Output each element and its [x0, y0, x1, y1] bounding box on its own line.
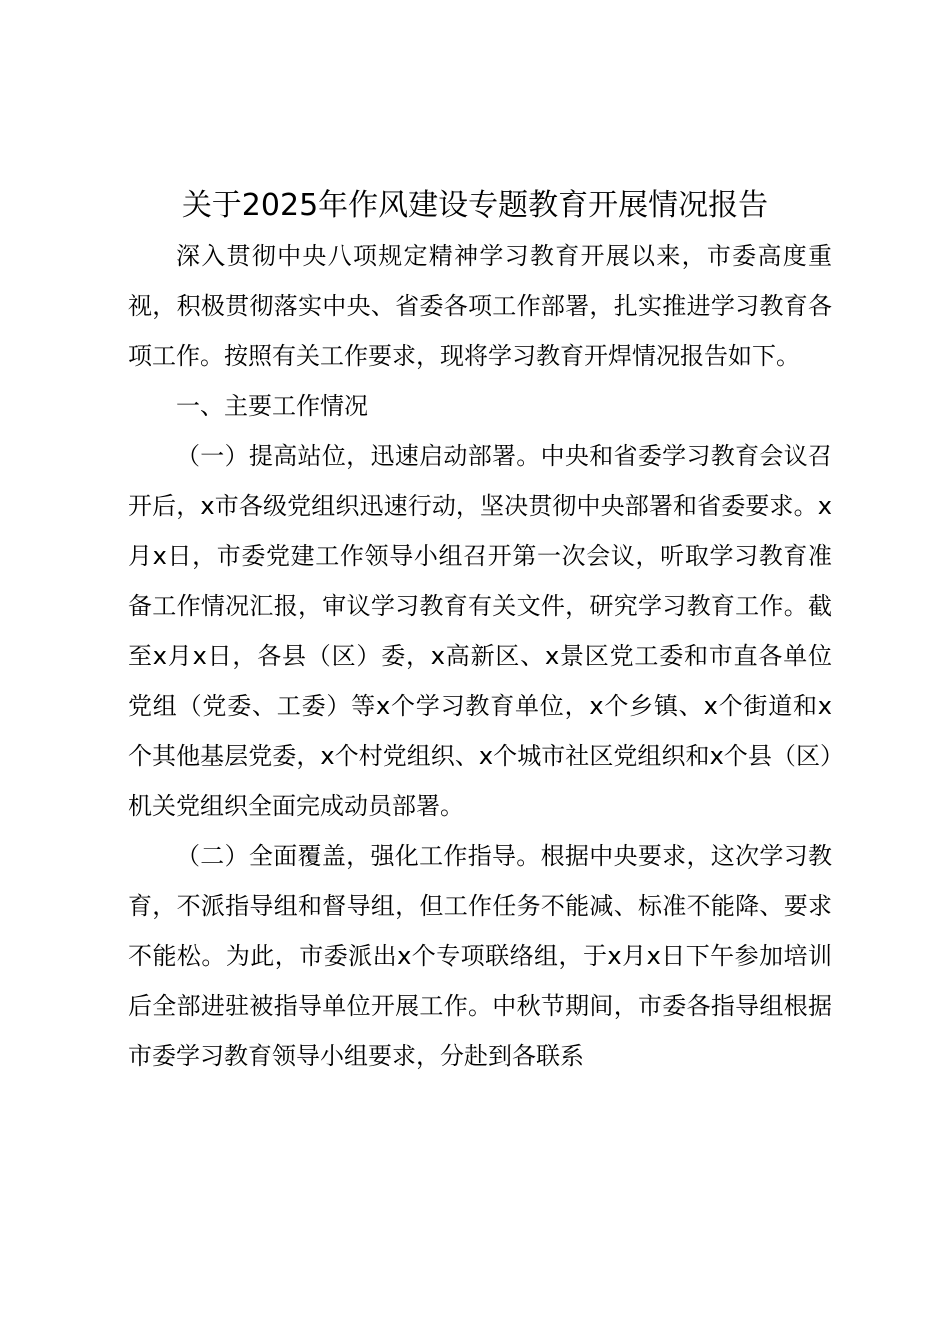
paragraph-guidance: （二）全面覆盖，强化工作指导。根据中央要求，这次学习教育，不派指导组和督导组，但工作任务不能减、标准不能降、要求不能松。为此，市委派出x个专项联络组，于x月x日下午参加培训后全部进驻被指导单位开展工作。中秋节期间，市委各指导组根据市委学习教育领导小组要求，分赴到各联系 [128, 842, 832, 1070]
paragraph-intro: 深入贯彻中央八项规定精神学习教育开展以来，市委高度重视，积极贯彻落实中央、省委各项工作部署，扎实推进学习教育各项工作。按照有关工作要求，现将学习教育开焊情况报告如下。 [128, 242, 832, 370]
document-title: 关于2025年作风建设专题教育开展情况报告 [181, 188, 769, 223]
section-heading-main-work: 一、主要工作情况 [176, 392, 368, 420]
paragraph-deployment: （一）提高站位，迅速启动部署。中央和省委学习教育会议召开后，x市各级党组织迅速行动，坚决贯彻中央部署和省委要求。x月x日，市委党建工作领导小组召开第一次会议，听取学习教育准备工作情况汇报，审议学习教育有关文件，研究学习教育工作。截至x月x日，各县（区）委，x高新区、x景区党工委和市直各单位党组（党委、工委）等x个学习教育单位，x个乡镇、x个街道和x个其他基层党委，x个村党组织、x个城市社区党组织和x个县（区）机关党组织全面完成动员部署。 [128, 442, 832, 820]
document-body [128, 231, 832, 1081]
